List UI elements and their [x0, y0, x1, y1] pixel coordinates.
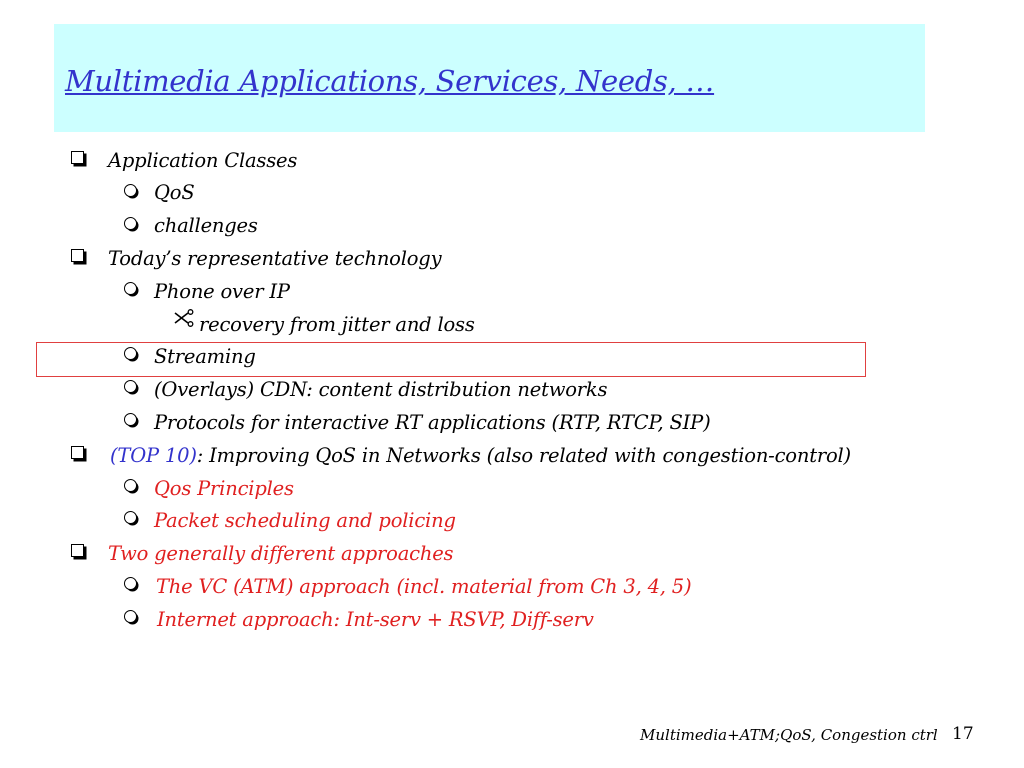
- list-item: Packet scheduling and policing: [154, 509, 456, 532]
- circle-bullet-icon: [124, 217, 137, 230]
- square-bullet-icon: [71, 151, 84, 164]
- page-number: 17: [952, 724, 974, 744]
- square-bullet-icon: [71, 544, 84, 557]
- top10-text: : Improving QoS in Networks (also related with congestion-control): [196, 444, 851, 467]
- circle-bullet-icon: [124, 347, 137, 360]
- list-item: Streaming: [154, 345, 256, 368]
- list-item: The VC (ATM) approach (incl. material from Ch 3, 4, 5): [156, 575, 692, 598]
- list-item: Internet approach: Int-serv + RSVP, Diff-serv: [157, 608, 594, 631]
- circle-bullet-icon: [124, 282, 137, 295]
- list-item: Phone over IP: [154, 280, 290, 303]
- circle-bullet-icon: [124, 184, 137, 197]
- list-item: recovery from jitter and loss: [199, 313, 475, 336]
- list-item: Qos Principles: [154, 477, 294, 500]
- circle-bullet-icon: [124, 479, 137, 492]
- scissors-icon: [173, 309, 195, 329]
- list-item: Protocols for interactive RT applications (RTP, RTCP, SIP): [154, 411, 711, 434]
- circle-bullet-icon: [124, 380, 137, 393]
- list-item: QoS: [154, 181, 195, 204]
- circle-bullet-icon: [124, 577, 137, 590]
- top10-label: (TOP 10): [110, 444, 197, 467]
- circle-bullet-icon: [124, 511, 137, 524]
- title-bar: [54, 24, 925, 132]
- square-bullet-icon: [71, 446, 84, 459]
- circle-bullet-icon: [124, 610, 137, 623]
- list-item: Two generally different approaches: [108, 542, 454, 565]
- list-item: challenges: [154, 214, 258, 237]
- list-item: [110, 444, 851, 468]
- square-bullet-icon: [71, 249, 84, 262]
- circle-bullet-icon: [124, 413, 137, 426]
- list-item: Application Classes: [108, 149, 298, 172]
- footer-label: Multimedia+ATM;QoS, Congestion ctrl: [640, 726, 938, 744]
- slide-title: Multimedia Applications, Services, Needs, …: [65, 64, 715, 98]
- list-item: (Overlays) CDN: content distribution networks: [154, 378, 608, 401]
- list-item: Today’s representative technology: [108, 247, 442, 270]
